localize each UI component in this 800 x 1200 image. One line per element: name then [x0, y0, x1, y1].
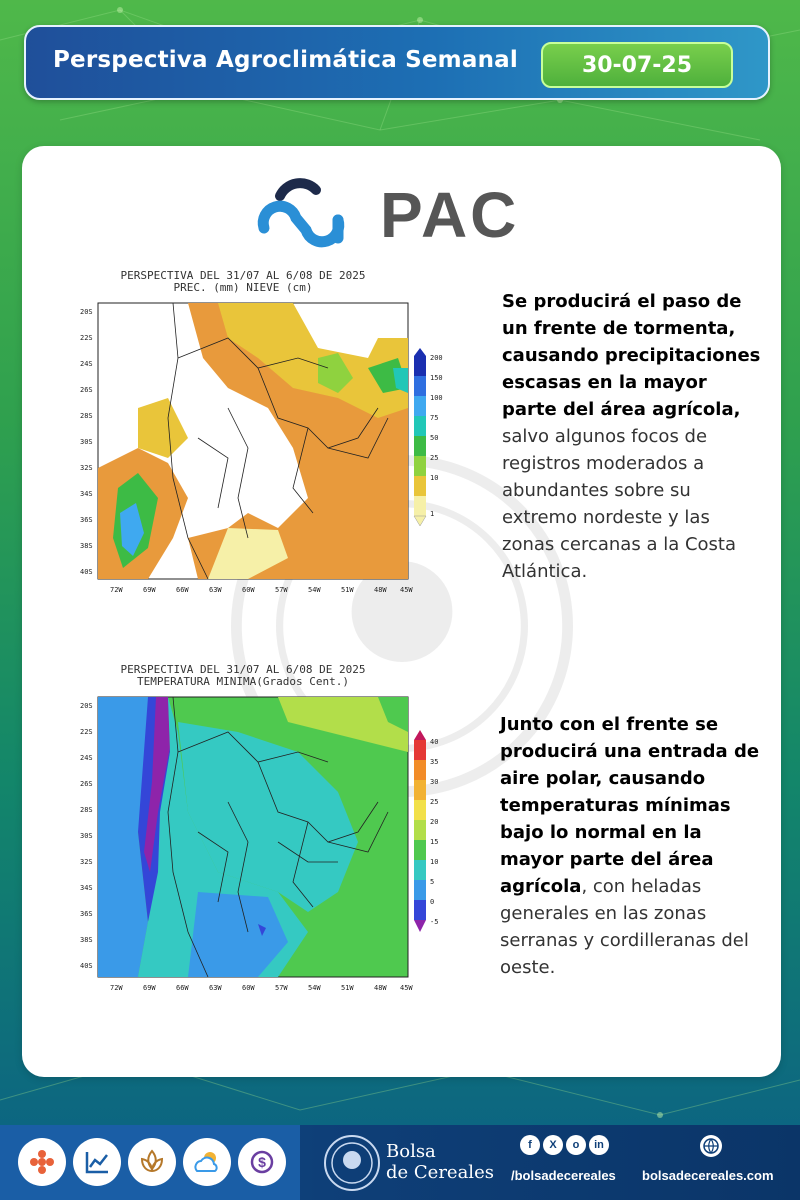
precip-scale-label: 1 — [430, 510, 435, 518]
money-icon[interactable] — [238, 1138, 286, 1186]
pac-logo-icon — [254, 176, 349, 251]
temp-scale-label: -5 — [430, 918, 439, 926]
temp-lat-label: 26S — [80, 780, 93, 788]
flower-icon[interactable] — [18, 1138, 66, 1186]
temp-lat-label: 30S — [80, 832, 93, 840]
precip-lon-label: 51W — [341, 586, 354, 594]
precip-lon-label: 69W — [143, 586, 156, 594]
temp-map-graphic — [78, 692, 448, 997]
social-handle[interactable]: /bolsadecereales — [511, 1168, 616, 1183]
footer-bar — [0, 1125, 800, 1200]
precip-lat-label: 40S — [80, 568, 93, 576]
precip-map-graphic — [78, 298, 448, 598]
footer-icon-strip — [0, 1125, 300, 1200]
precip-scale-label: 200 — [430, 354, 443, 362]
x-icon[interactable]: X — [543, 1135, 563, 1155]
content-card — [22, 146, 781, 1077]
precip-lat-label: 28S — [80, 412, 93, 420]
website-link[interactable]: bolsadecereales.com — [642, 1168, 774, 1183]
precip-lat-label: 36S — [80, 516, 93, 524]
precip-description — [502, 288, 764, 585]
precip-scale-label: 100 — [430, 394, 443, 402]
temp-lon-label: 69W — [143, 984, 156, 992]
linkedin-icon[interactable]: in — [589, 1135, 609, 1155]
pac-logo — [254, 176, 554, 251]
precip-lon-label: 48W — [374, 586, 387, 594]
temp-lat-label: 32S — [80, 858, 93, 866]
precip-description-bold: Se producirá el paso de un frente de tormenta, causando precipitaciones escasas en la mayor parte del área agrícola, — [502, 291, 761, 420]
precip-lat-label: 22S — [80, 334, 93, 342]
globe-icon — [700, 1135, 722, 1157]
precip-lon-label: 72W — [110, 586, 123, 594]
temp-lon-label: 45W — [400, 984, 413, 992]
temp-lat-label: 40S — [80, 962, 93, 970]
temp-scale-label: 20 — [430, 818, 439, 826]
temp-lon-label: 54W — [308, 984, 321, 992]
temp-lat-label: 22S — [80, 728, 93, 736]
temp-color-scale — [414, 730, 426, 932]
bolsa-seal-icon — [322, 1133, 382, 1193]
temp-scale-label: 0 — [430, 898, 435, 906]
temp-lat-label: 34S — [80, 884, 93, 892]
temp-scale-label: 30 — [430, 778, 439, 786]
precip-lat-label: 32S — [80, 464, 93, 472]
precip-lat-label: 26S — [80, 386, 93, 394]
precip-scale-label: 10 — [430, 474, 439, 482]
wheat-icon[interactable] — [128, 1138, 176, 1186]
temp-lon-label: 51W — [341, 984, 354, 992]
precip-lon-label: 45W — [400, 586, 413, 594]
temp-lon-label: 72W — [110, 984, 123, 992]
precip-map-title-1: PERSPECTIVA DEL 31/07 AL 6/08 DE 2025 — [120, 269, 366, 282]
precip-lat-label: 34S — [80, 490, 93, 498]
header-banner — [24, 25, 770, 100]
precip-lat-label: 38S — [80, 542, 93, 550]
temp-scale-label: 35 — [430, 758, 439, 766]
temp-lon-label: 48W — [374, 984, 387, 992]
precip-lon-label: 57W — [275, 586, 288, 594]
temp-scale-label: 25 — [430, 798, 439, 806]
temp-description-bold: Junto con el frente se producirá una entrada de aire polar, causando temperaturas mínimas bajo lo normal en la mayor parte del área agrícola — [500, 714, 760, 897]
bolsa-brand-line2: de Cereales — [386, 1162, 494, 1183]
precip-lon-label: 63W — [209, 586, 222, 594]
precip-lat-label: 20S — [80, 308, 93, 316]
temp-lat-label: 38S — [80, 936, 93, 944]
temp-description-normal: , con heladas generales en las zonas serranas y cordilleranas del oeste. — [500, 876, 749, 978]
precip-map-title-2: PREC. (mm) NIEVE (cm) — [173, 281, 313, 294]
temp-lon-label: 63W — [209, 984, 222, 992]
temp-scale-label: 15 — [430, 838, 439, 846]
precipitation-map — [78, 269, 443, 598]
precip-lon-label: 60W — [242, 586, 255, 594]
precip-description-normal: salvo algunos focos de registros moderados a abundantes sobre su extremo nordeste y las zonas cercanas a la Costa Atlántica. — [502, 426, 736, 582]
temp-lat-label: 36S — [80, 910, 93, 918]
pac-logo-text: PAC — [380, 179, 520, 251]
bolsa-brand — [386, 1141, 494, 1183]
precip-color-scale — [414, 348, 426, 526]
temp-description — [500, 711, 762, 981]
precip-scale-label: 50 — [430, 434, 439, 442]
temp-map-title-2: TEMPERATURA MINIMA(Grados Cent.) — [137, 675, 349, 688]
temp-lon-label: 60W — [242, 984, 255, 992]
precip-lon-label: 54W — [308, 586, 321, 594]
precip-scale-label: 75 — [430, 414, 439, 422]
temp-lat-label: 24S — [80, 754, 93, 762]
temp-lon-label: 66W — [176, 984, 189, 992]
precip-lat-label: 24S — [80, 360, 93, 368]
temperature-map — [78, 664, 438, 997]
instagram-icon[interactable]: o — [566, 1135, 586, 1155]
temp-lat-label: 20S — [80, 702, 93, 710]
weather-icon[interactable] — [183, 1138, 231, 1186]
temp-lon-label: 57W — [275, 984, 288, 992]
precip-lon-label: 66W — [176, 586, 189, 594]
precip-scale-label: 25 — [430, 454, 439, 462]
temp-scale-label: 40 — [430, 738, 439, 746]
date-badge: 30-07-25 — [541, 42, 733, 88]
svg-text:$: $ — [258, 1154, 266, 1170]
facebook-icon[interactable]: f — [520, 1135, 540, 1155]
page-title: Perspectiva Agroclimática Semanal — [53, 47, 518, 73]
precip-scale-label: 150 — [430, 374, 443, 382]
temp-map-title-1: PERSPECTIVA DEL 31/07 AL 6/08 DE 2025 — [120, 663, 366, 676]
bolsa-brand-line1: Bolsa — [386, 1141, 436, 1162]
precip-lat-label: 30S — [80, 438, 93, 446]
temp-scale-label: 5 — [430, 878, 435, 886]
chart-icon[interactable] — [73, 1138, 121, 1186]
temp-scale-label: 10 — [430, 858, 439, 866]
temp-lat-label: 28S — [80, 806, 93, 814]
